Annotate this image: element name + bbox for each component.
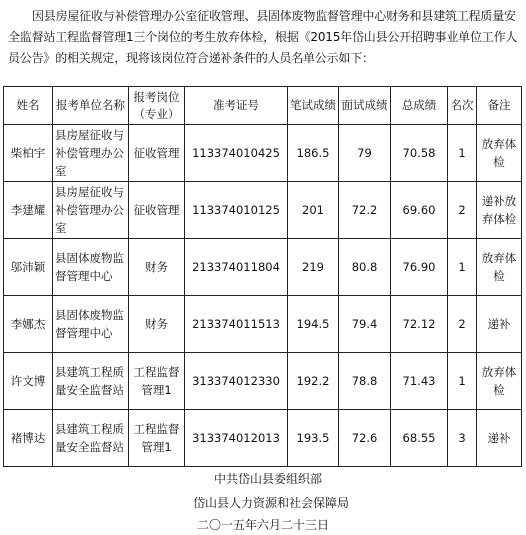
- cell-rank: 2: [448, 296, 477, 353]
- header-post: 报考岗位（专业）: [129, 87, 185, 125]
- table-row: [4, 353, 522, 410]
- cell-remark: 递补: [477, 410, 522, 467]
- cell-written: 219: [288, 239, 339, 296]
- cell-written: 192.2: [288, 353, 339, 410]
- cell-rank: 1: [448, 353, 477, 410]
- cell-total: 70.58: [391, 125, 448, 182]
- cell-remark: 递补放弃体检: [477, 182, 522, 239]
- candidate-table: [3, 86, 522, 467]
- cell-rank: 1: [448, 239, 477, 296]
- cell-remark: 放弃体检: [477, 239, 522, 296]
- header-ticket: 准考证号: [185, 87, 288, 125]
- header-unit: 报考单位名称: [53, 87, 129, 125]
- cell-name: 柴柏宇: [4, 125, 53, 182]
- cell-remark: 放弃体检: [477, 125, 522, 182]
- cell-unit: 县房屋征收与补偿管理办公室: [53, 125, 129, 182]
- cell-name: 李建耀: [4, 182, 53, 239]
- cell-name: 褚博达: [4, 410, 53, 467]
- cell-written: 186.5: [288, 125, 339, 182]
- cell-rank: 1: [448, 125, 477, 182]
- header-remark: 备注: [477, 87, 522, 125]
- cell-total: 68.55: [391, 410, 448, 467]
- cell-ticket: 213374011804: [185, 239, 288, 296]
- footer-org-2: 岱山县人力资源和社会保障局: [193, 496, 350, 510]
- cell-remark: 放弃体检: [477, 353, 522, 410]
- table-header-row: [4, 87, 522, 125]
- cell-remark: 递补: [477, 296, 522, 353]
- cell-post: 工程监督管理1: [129, 353, 185, 410]
- cell-ticket: 313374012330: [185, 353, 288, 410]
- cell-ticket: 113374010125: [185, 182, 288, 239]
- cell-post: 财务: [129, 239, 185, 296]
- cell-interview: 79: [339, 125, 391, 182]
- cell-unit: 县固体废物监督管理中心: [53, 296, 129, 353]
- cell-written: 193.5: [288, 410, 339, 467]
- cell-rank: 3: [448, 410, 477, 467]
- cell-unit: 县建筑工程质量安全监督站: [53, 410, 129, 467]
- cell-unit: 县房屋征收与补偿管理办公室: [53, 182, 129, 239]
- header-rank: 名次: [448, 87, 477, 125]
- cell-total: 76.90: [391, 239, 448, 296]
- cell-interview: 79.4: [339, 296, 391, 353]
- cell-post: 财务: [129, 296, 185, 353]
- cell-name: 许文博: [4, 353, 53, 410]
- cell-post: 征收管理: [129, 182, 185, 239]
- header-name: 姓名: [4, 87, 53, 125]
- table-row: [4, 125, 522, 182]
- cell-ticket: 213374011513: [185, 296, 288, 353]
- header-written: 笔试成绩: [288, 87, 339, 125]
- cell-rank: 2: [448, 182, 477, 239]
- footer-date: 二〇一五年六月二十三日: [197, 518, 330, 532]
- cell-written: 201: [288, 182, 339, 239]
- header-total: 总成绩: [391, 87, 448, 125]
- cell-ticket: 113374010425: [185, 125, 288, 182]
- notice-intro: 因县房屋征收与补偿管理办公室征收管理、县固体废物监督管理中心财务和县建筑工程质量安全监督站工程监督管理1三个岗位的考生放弃体检，根据《2015年岱山县公开招聘事业单位工作人员公告》的相关规定，现将该岗位符合递补条件的人员名单公示如下：: [8, 9, 518, 65]
- cell-written: 194.5: [288, 296, 339, 353]
- cell-total: 69.60: [391, 182, 448, 239]
- cell-unit: 县固体废物监督管理中心: [53, 239, 129, 296]
- cell-ticket: 313374012013: [185, 410, 288, 467]
- cell-total: 72.12: [391, 296, 448, 353]
- cell-interview: 72.6: [339, 410, 391, 467]
- cell-name: 邬沛颖: [4, 239, 53, 296]
- cell-unit: 县建筑工程质量安全监督站: [53, 353, 129, 410]
- cell-interview: 80.8: [339, 239, 391, 296]
- cell-total: 71.43: [391, 353, 448, 410]
- cell-post: 征收管理: [129, 125, 185, 182]
- table-row: [4, 239, 522, 296]
- cell-post: 工程监督管理1: [129, 410, 185, 467]
- table-row: [4, 182, 522, 239]
- cell-interview: 72.2: [339, 182, 391, 239]
- cell-interview: 78.8: [339, 353, 391, 410]
- header-interview: 面试成绩: [339, 87, 391, 125]
- footer-org-1: 中共岱山县委组织部: [214, 472, 323, 486]
- cell-name: 李娜杰: [4, 296, 53, 353]
- table-row: [4, 410, 522, 467]
- table-row: [4, 296, 522, 353]
